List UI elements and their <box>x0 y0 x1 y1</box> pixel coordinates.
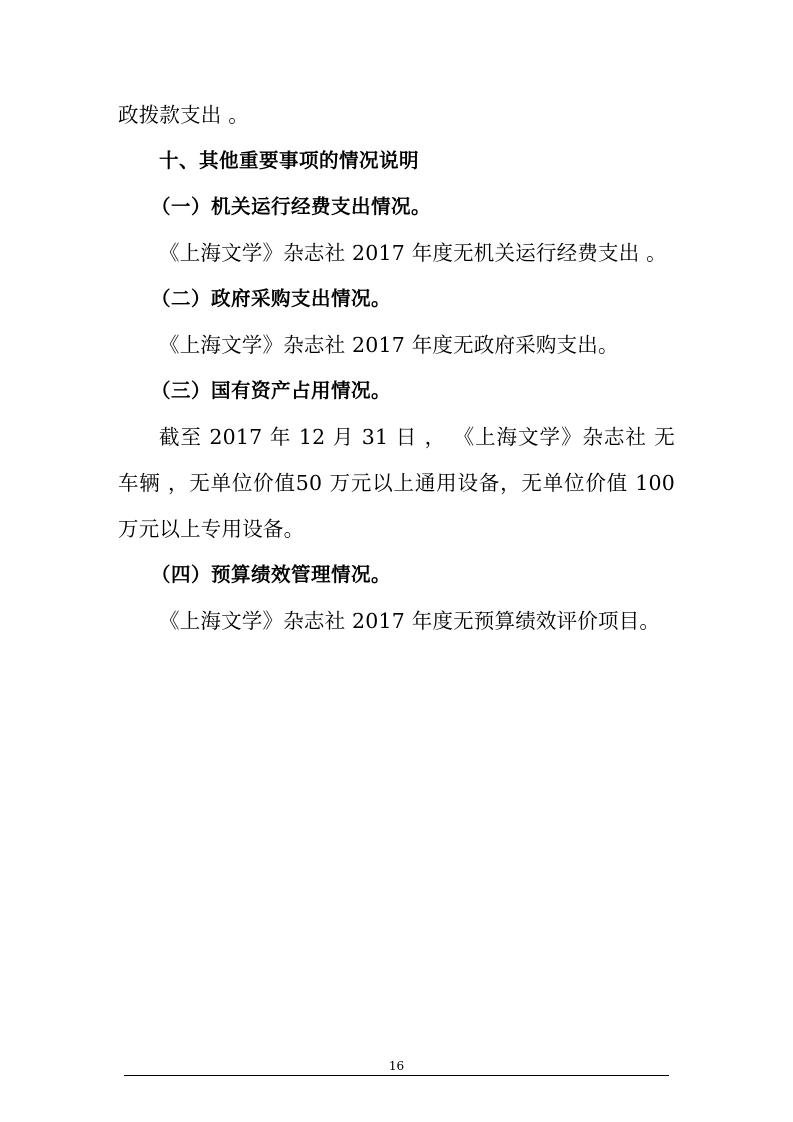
subsection-heading-4: （四）预算绩效管理情况。 <box>151 563 392 586</box>
page-footer <box>0 1059 793 1076</box>
subsection-body-1: 《上海文学》杂志社 2017 年度无机关运行经费支出 。 <box>159 241 667 265</box>
document-body <box>118 92 675 644</box>
section-heading: 十、其他重要事项的情况说明 <box>159 149 420 172</box>
continued-paragraph: 政拨款支出 。 <box>118 103 249 127</box>
page-number: 16 <box>388 1059 405 1073</box>
subsection-body-3: 截至 2017 年 12 月 31 日 ， 《上海文学》杂志社 无车辆 ，无单位价值50 万元以上通用设备，无单位价值 100 万元以上专用设备。 <box>118 425 675 541</box>
subsection-heading-2: （二）政府采购支出情况。 <box>151 287 392 310</box>
subsection-heading-3: （三）国有资产占用情况。 <box>151 379 392 402</box>
footer-divider <box>124 1075 669 1076</box>
subsection-heading-1: （一）机关运行经费支出情况。 <box>151 195 432 218</box>
subsection-body-4: 《上海文学》杂志社 2017 年度无预算绩效评价项目。 <box>159 609 661 633</box>
subsection-body-2: 《上海文学》杂志社 2017 年度无政府采购支出。 <box>159 333 619 357</box>
